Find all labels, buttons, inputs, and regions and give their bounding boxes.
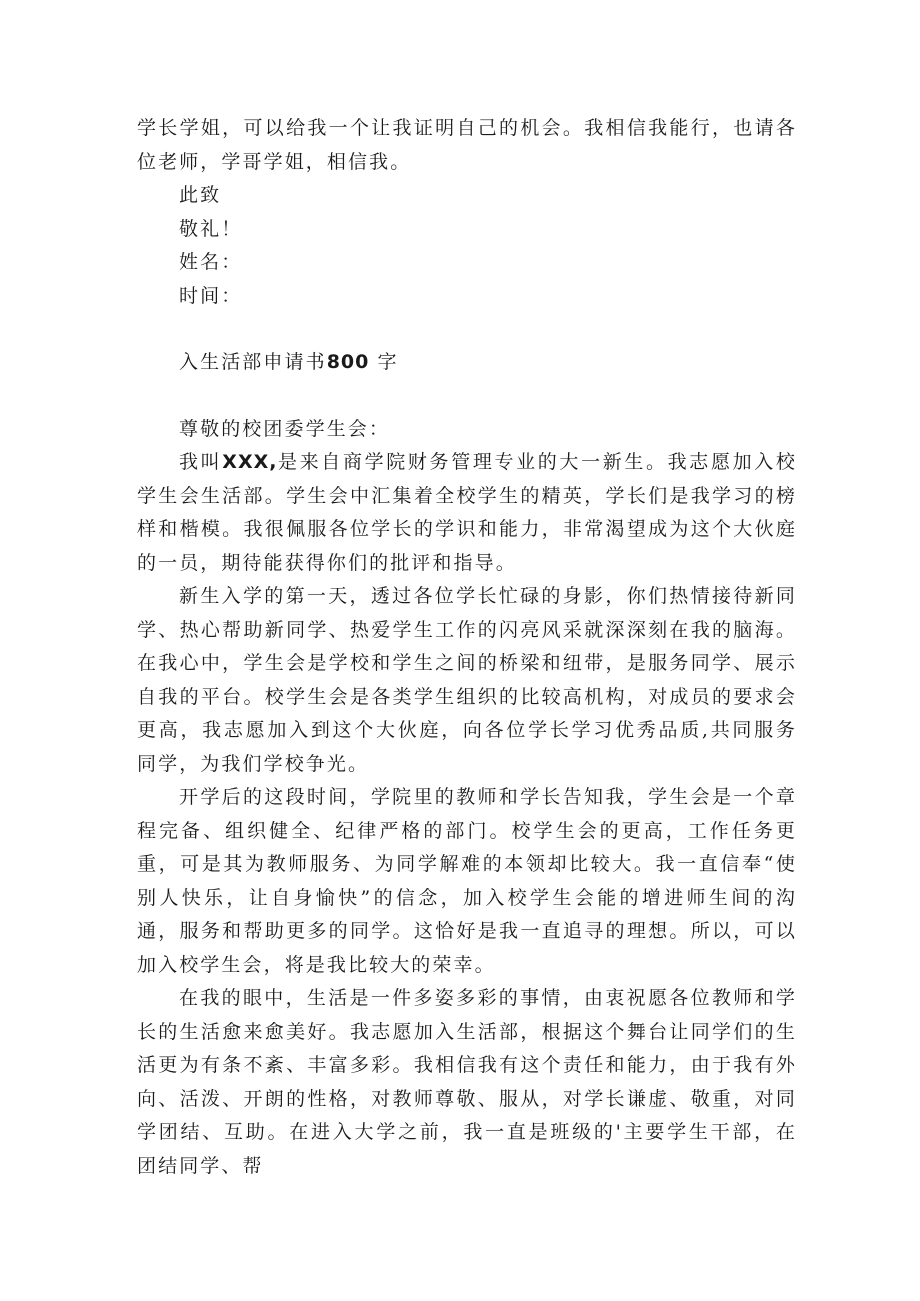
salutation: 尊敬的校团委学生会： xyxy=(179,417,391,440)
previous-letter-tail: 学长学姐，可以给我一个让我证明自己的机会。我相信我能行，也请各位老师，学哥学姐，相信我。 xyxy=(137,117,797,173)
p1-after: 是来自商学院财务管理专业的大一新生。我志愿加入校学生会生活部。学生会中汇集着全校学生的精英，学长们是我学习的榜样和楷模。我很佩服各位学长的学识和能力，非常渴望成为这个大伙庭的一员，期待能获得你们的批评和指导。 xyxy=(137,451,797,574)
time-label: 时间： xyxy=(179,284,243,307)
paragraph-4: 在我的眼中，生活是一件多姿多彩的事情，由衷祝愿各位教师和学长的生活愈来愈美好。我志愿加入生活部，根据这个舞台让同学们的生活更为有条不紊、丰富多彩。我相信我有这个责任和能力，由于我有外向、活泼、开朗的性格，对教师尊敬、服从，对学长谦虚、敬重，对同学团结、互助。在进入大学之前，我一直是班级的'主要学生干部，在团结同学、帮 xyxy=(137,987,797,1177)
closing-jing-li: 敬礼！ xyxy=(179,217,243,240)
document-page xyxy=(137,112,797,1183)
spacer xyxy=(137,380,797,413)
paragraph-1 xyxy=(137,446,797,580)
name-label: 姓名： xyxy=(179,251,243,273)
spacer xyxy=(137,313,797,346)
paragraph-2: 新生入学的第一天，透过各位学长忙碌的身影，你们热情接待新同学、热心帮助新同学、热爱学生工作的闪亮风采就深深刻在我的脑海。在我心中，学生会是学校和学生之间的桥梁和纽带，是服务同学、展示自我的平台。校学生会是各类学生组织的比较高机构，对成员的要求会更高，我志愿加入到这个大伙庭，向各位学长学习优秀品质,共同服务同学，为我们学校争光。 xyxy=(137,585,797,775)
paragraph-3: 开学后的这段时间，学院里的教师和学长告知我，学生会是一个章程完备、组织健全、纪律严格的部门。校学生会的更高，工作任务更重，可是其为教师服务、为同学解难的本领却比较大。我一直信奉“使别人快乐，让自身愉快”的信念，加入校学生会能的增进师生间的沟通，服务和帮助更多的同学。这恰好是我一直追寻的理想。所以，可以加入校学生会，将是我比较大的荣幸。 xyxy=(137,786,797,976)
closing-ci-zhi: 此致 xyxy=(179,184,222,206)
title-text: 入生活部申请书 xyxy=(179,351,327,373)
title-number: 800 xyxy=(326,351,370,373)
p1-before: 我叫 xyxy=(179,451,223,473)
p1-name: XXX, xyxy=(222,451,278,473)
title-unit: 字 xyxy=(377,351,399,373)
document-title xyxy=(137,346,797,380)
